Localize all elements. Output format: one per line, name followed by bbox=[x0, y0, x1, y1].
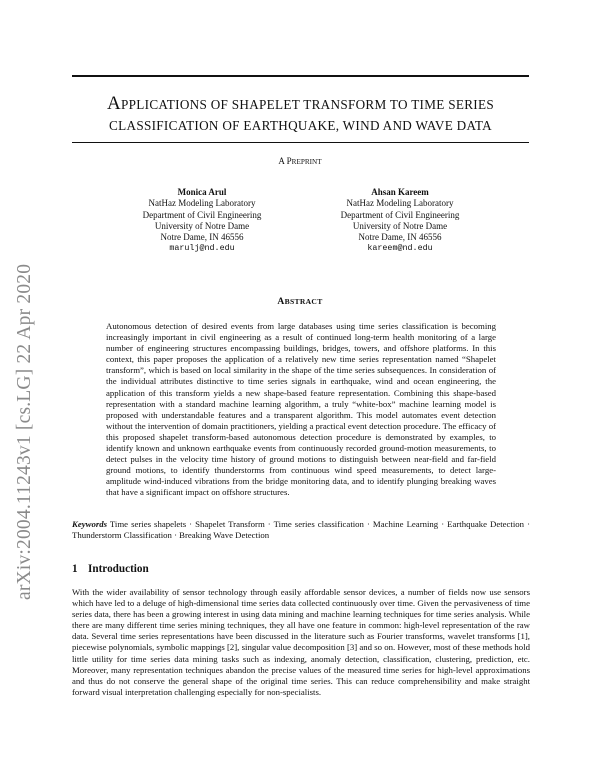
abstract-text: Autonomous detection of desired events from large databases using time series classification is becoming increasingly important in civil engineering as a result of continued long-term health monitoring of a large number of engineering structures encompassing buildings, bridges, towers, and offshore platforms. In this context, this paper proposes the application of a relatively new time series representation named “Shapelet transform”, which is based on local similarity in the shape of the time series subsequences. In consideration of the individual attributes distinctive to time series signals in earthquake, wind and ocean engineering, the application of this transform yields a new shape-based feature representation. Combining this shape-based representation with a standard machine learning algorithm, a truly “white-box” machine learning model is proposed with understandable features and a transparent algorithm. This model automates event detection without the intervention of domain practitioners, yielding a practical event detection procedure. The efficacy of this proposed shapelet transform-based autonomous detection procedure is demonstrated by examples, to identify known and unknown earthquake events from continuously recorded ground-motion measurements, to detect pulses in the velocity time history of ground motions to distinguish between near-field and far-field ground motions, to identify thunderstorms from continuous wind speed measurements, to detect large-amplitude wind-induced vibrations from the bridge monitoring data, and to identify plunging breaking waves that have a significant impact on offshore structures. bbox=[106, 321, 496, 498]
author-name: Monica Arul bbox=[177, 187, 227, 197]
keywords-label: Keywords bbox=[72, 519, 107, 529]
title-rule-bottom bbox=[72, 142, 529, 143]
preprint-rest: REPRINT bbox=[291, 158, 322, 166]
keywords bbox=[72, 519, 530, 541]
author-email[interactable]: kareem@nd.edu bbox=[367, 243, 433, 254]
keywords-text: Time series shapelets · Shapelet Transform · Time series classification · Machine Learning · Earthquake Detection · Thunderstorm Classification · Breaking Wave Detection bbox=[72, 519, 531, 541]
abstract-heading-cap: A bbox=[277, 297, 285, 307]
paper-title bbox=[72, 94, 529, 136]
author-university: University of Notre Dame bbox=[154, 220, 250, 231]
author-lab: NatHaz Modeling Laboratory bbox=[346, 198, 454, 209]
section-title: Introduction bbox=[88, 563, 149, 575]
author-lab: NatHaz Modeling Laboratory bbox=[148, 198, 256, 209]
abstract-heading-rest: BSTRACT bbox=[284, 297, 323, 306]
author-address: Notre Dame, IN 46556 bbox=[358, 232, 442, 243]
arxiv-stamp: arXiv:2004.11243v1 [cs.LG] 22 Apr 2020 bbox=[14, 263, 35, 600]
title-line-1: PPLICATIONS OF SHAPELET TRANSFORM TO TIME SERIES bbox=[121, 97, 494, 112]
author-university: University of Notre Dame bbox=[352, 220, 448, 231]
title-line-2: CLASSIFICATION OF EARTHQUAKE, WIND AND WAVE DATA bbox=[109, 118, 492, 133]
body-paragraph: With the wider availability of sensor technology through easily affordable sensor devices, a number of fields now use sensors which have led to a deluge of high-dimensional time series data collected continuously over time. Given the pervasiveness of time series data, there has been a growing interest in using data mining and machine learning techniques for time series analysis. While there are many different time series mining techniques, they all have one feature in common: high-level representation of the raw data. Several time series representations have been discussed in the literature such as Fourier transforms, wavelet transforms [1], piecewise polynomials, symbolic mappings [2], singular value decomposition [3] and so on. However, most of these methods hold little utility for time series data mining tasks such as indexing, anomaly detection, classification, clustering, prediction, etc. Moreover, many representation techniques abandon the precise values of the measured time series for high-level approximations and thus do not conserve the general shape of the original time series. This can reduce comprehensibility and make straight forward visual interpretation challenging especially for non-specialists. bbox=[72, 587, 530, 697]
author-department: Department of Civil Engineering bbox=[340, 209, 460, 220]
section-number: 1 bbox=[72, 563, 78, 575]
author-email[interactable]: marulj@nd.edu bbox=[169, 243, 235, 254]
author-name: Ahsan Kareem bbox=[371, 187, 429, 197]
author-department: Department of Civil Engineering bbox=[142, 209, 262, 220]
title-initial: A bbox=[106, 93, 122, 114]
author-block bbox=[112, 187, 292, 255]
section-heading bbox=[72, 563, 149, 575]
author-address: Notre Dame, IN 46556 bbox=[160, 232, 244, 243]
abstract-heading bbox=[0, 297, 600, 307]
title-rule-top bbox=[72, 75, 529, 77]
preprint-label bbox=[0, 156, 600, 166]
author-block bbox=[310, 187, 490, 255]
preprint-cap: A P bbox=[278, 156, 292, 166]
